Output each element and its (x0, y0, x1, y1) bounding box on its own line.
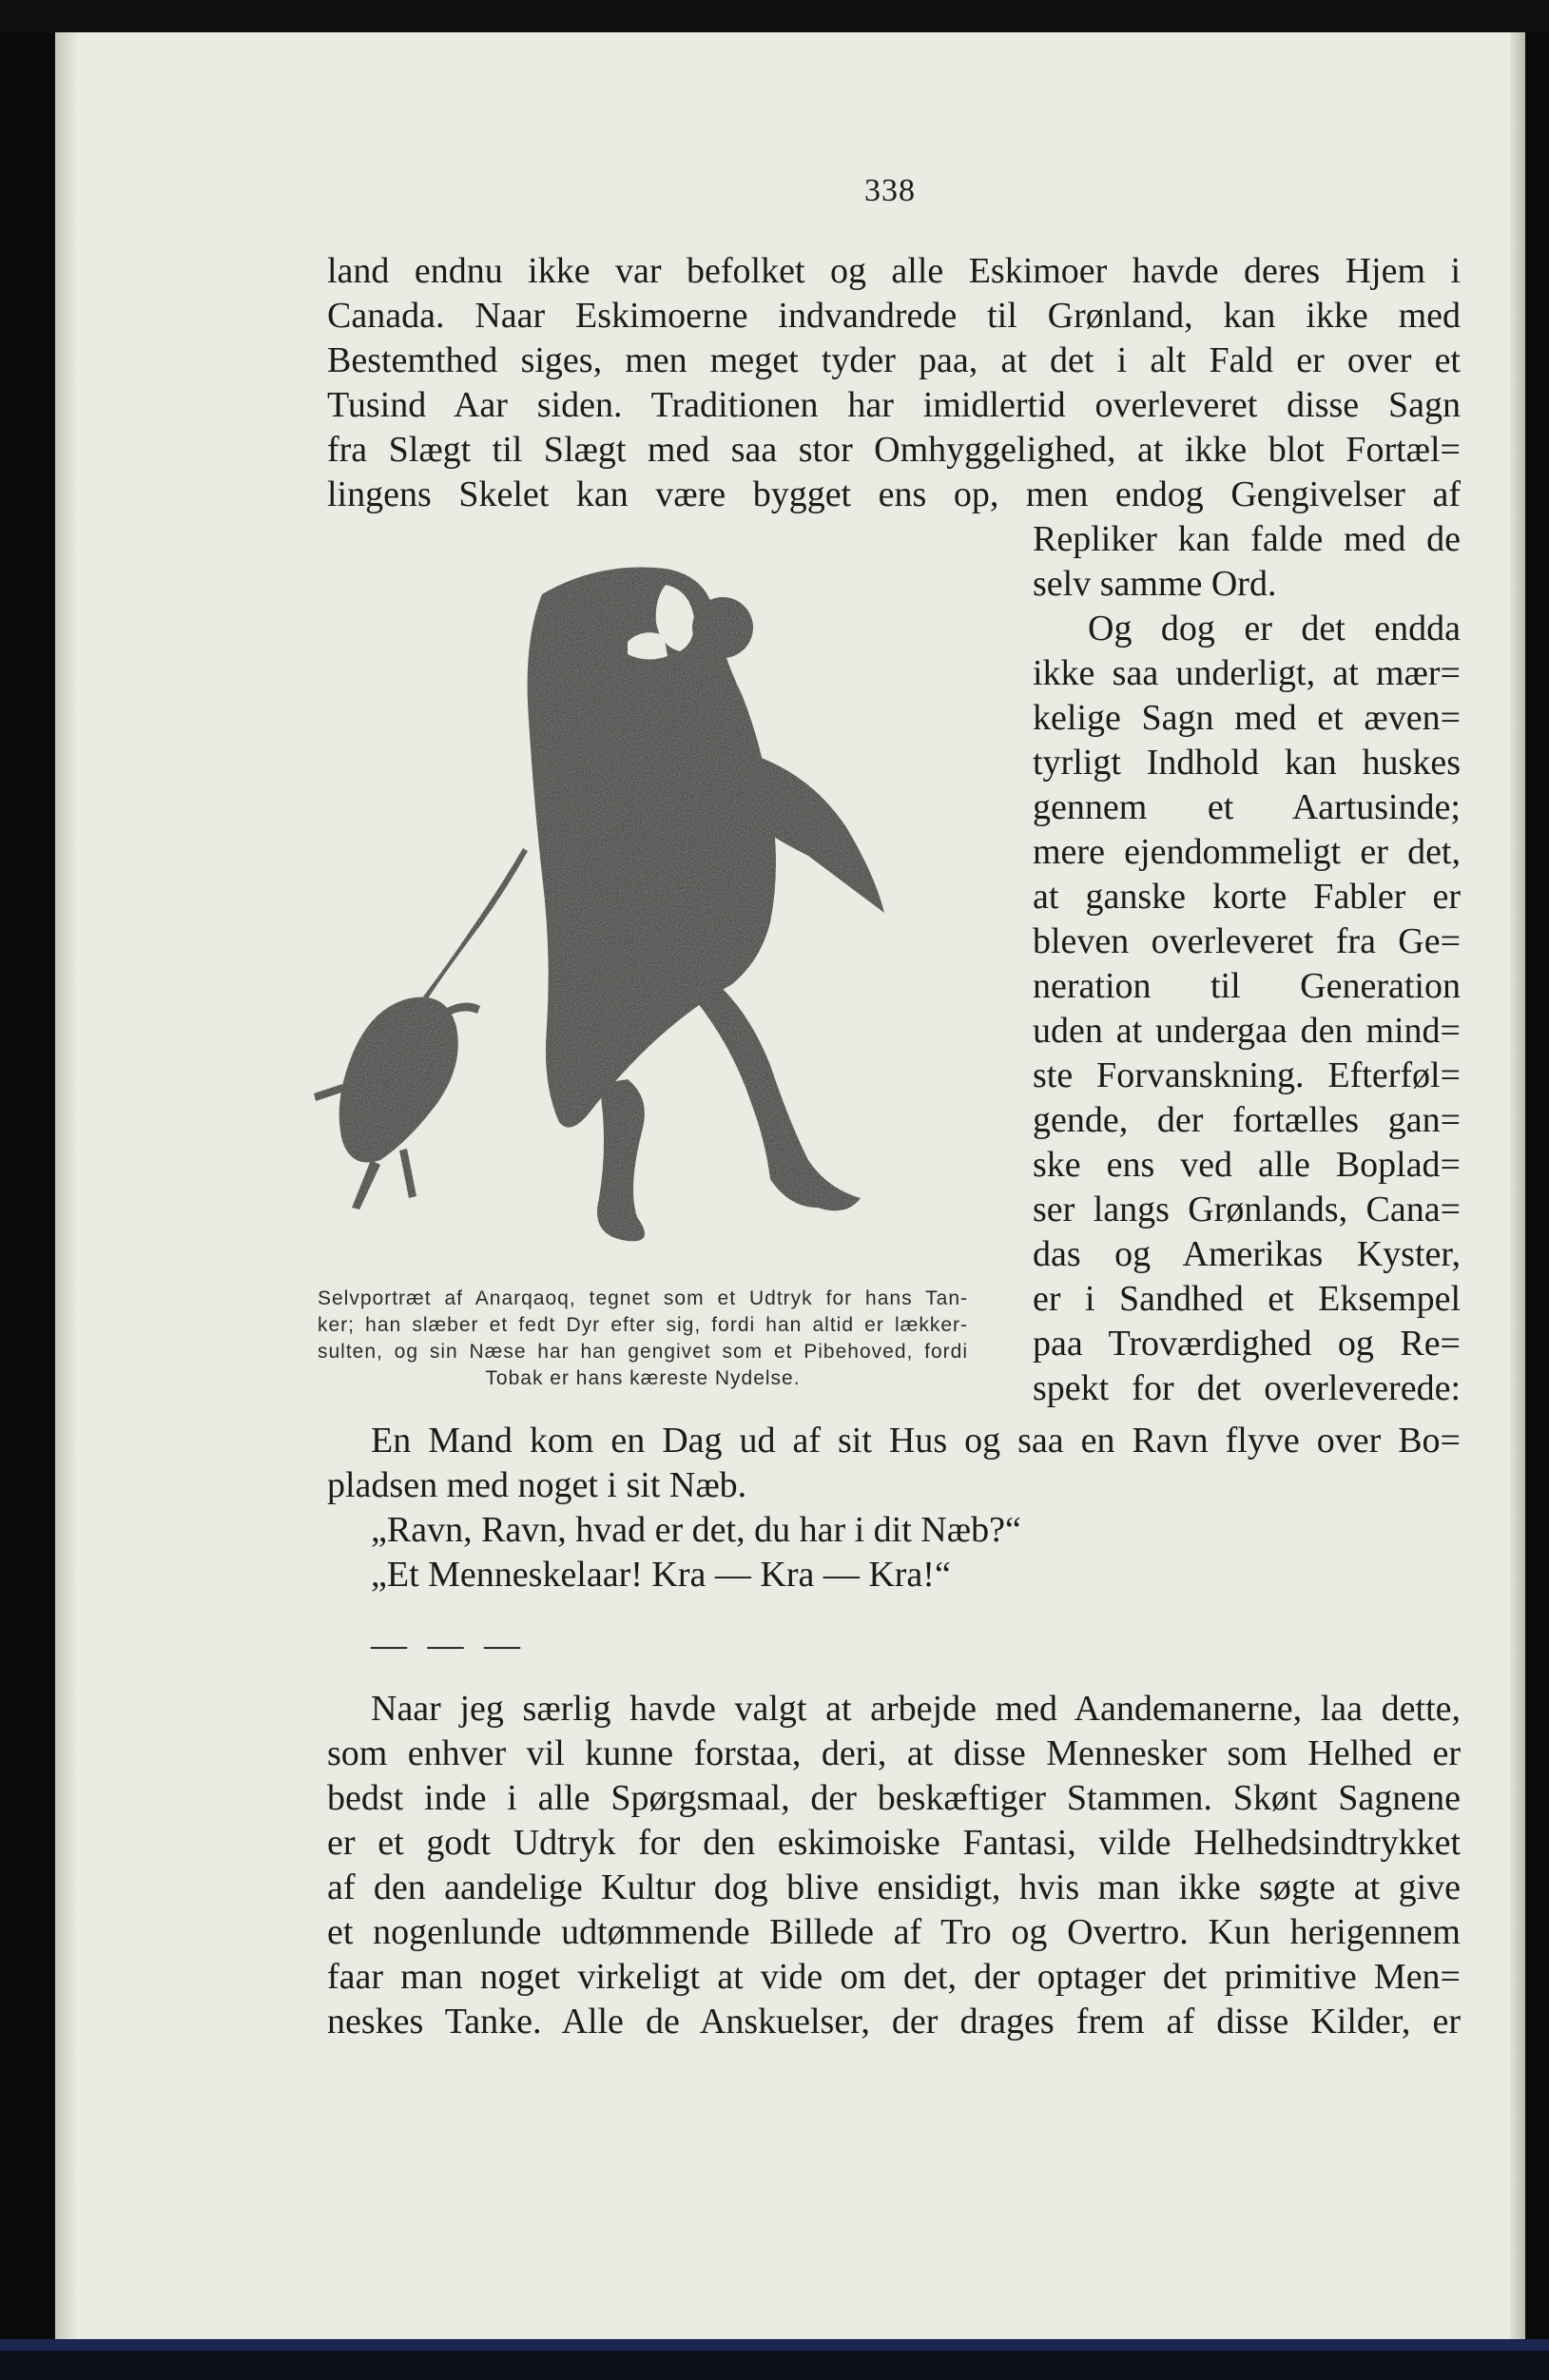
figure-caption-line: sulten, og sin Næse har han gengivet som et Pibehoved, fordi (318, 1341, 968, 1363)
fable-line: „Et Menneskelaar! Kra — Kra — Kra!“ (371, 1555, 951, 1595)
side-text-line: mere ejendommeligt er det, (1033, 832, 1461, 872)
side-text-line: bleven overleveret fra Ge= (1033, 921, 1461, 961)
text-line: er et godt Udtryk for den eskimoiske Fantasi, vilde Helhedsindtrykket (327, 1823, 1461, 1863)
figure-caption-line: Tobak er hans kæreste Nydelse. (485, 1367, 801, 1389)
text-line: fra Slægt til Slægt med saa stor Omhyggelighed, at ikke blot Fortæl= (327, 430, 1461, 470)
side-text-line: Repliker kan falde med de (1033, 519, 1461, 559)
section-separator: — — — (371, 1625, 526, 1665)
side-text-line: er i Sandhed et Eksempel (1033, 1279, 1461, 1319)
side-text-line: gennem et Aartusinde; (1033, 787, 1461, 827)
text-line: Canada. Naar Eskimoerne indvandrede til Grønland, kan ikke med (327, 296, 1461, 336)
scan-frame-band (0, 2339, 1549, 2351)
page-number: 338 (864, 173, 916, 208)
text-line: land endnu ikke var befolket og alle Eskimoer havde deres Hjem i (327, 251, 1461, 291)
text-line: Tusind Aar siden. Traditionen har imidlertid overleveret disse Sagn (327, 385, 1461, 425)
text-line: Naar jeg særlig havde valgt at arbejde med Aandemanerne, laa dette, (371, 1689, 1461, 1729)
side-text-line: das og Amerikas Kyster, (1033, 1234, 1461, 1274)
side-text-line: ste Forvanskning. Efterføl= (1033, 1055, 1461, 1095)
side-text-line: at ganske korte Fabler er (1033, 877, 1461, 917)
text-line: neskes Tanke. Alle de Anskuelser, der drages frem af disse Kilder, er (327, 2002, 1461, 2041)
text-line: lingens Skelet kan være bygget ens op, men endog Gengivelser af (327, 474, 1461, 514)
text-line: bedst inde i alle Spørgsmaal, der beskæftiger Stammen. Skønt Sagnene (327, 1778, 1461, 1818)
side-text-line: kelige Sagn med et æven= (1033, 698, 1461, 738)
fable-line: En Mand kom en Dag ud af sit Hus og saa en Ravn flyve over Bo= (371, 1421, 1461, 1461)
text-line: et nogenlunde udtømmende Billede af Tro og Overtro. Kun herigennem (327, 1912, 1461, 1952)
self-portrait-drawing (314, 551, 989, 1274)
side-text-line: uden at undergaa den mind= (1033, 1011, 1461, 1051)
side-text-line: neration til Generation (1033, 966, 1461, 1006)
figure-caption-line: Selvportræt af Anarqaoq, tegnet som et Udtryk for hans Tan- (318, 1287, 968, 1309)
text-line: faar man noget virkeligt at vide om det, der optager det primitive Men= (327, 1957, 1461, 1997)
side-text-line: spekt for det overleverede: (1033, 1368, 1461, 1408)
side-text-line: ser langs Grønlands, Cana= (1033, 1190, 1461, 1229)
side-text-line: ikke saa underligt, at mær= (1033, 653, 1461, 693)
text-line: af den aandelige Kultur dog blive ensidigt, hvis man ikke søgte at give (327, 1867, 1461, 1907)
side-text-line: gende, der fortælles gan= (1033, 1100, 1461, 1140)
scan-frame-top (0, 0, 1549, 32)
text-line: som enhver vil kunne forstaa, deri, at disse Mennesker som Helhed er (327, 1733, 1461, 1773)
side-text-line: Og dog er det endda (1088, 609, 1461, 648)
side-text-line: tyrligt Indhold kan huskes (1033, 743, 1461, 783)
side-text-line: paa Troværdighed og Re= (1033, 1324, 1461, 1364)
text-line: Bestemthed siges, men meget tyder paa, at det i alt Fald er over et (327, 340, 1461, 380)
fable-line: „Ravn, Ravn, hvad er det, du har i dit Næb?“ (371, 1510, 1021, 1550)
side-text-line: ske ens ved alle Boplad= (1033, 1145, 1461, 1185)
fable-line: pladsen med noget i sit Næb. (327, 1465, 747, 1505)
side-text-line: selv samme Ord. (1033, 564, 1277, 604)
figure-caption-line: ker; han slæber et fedt Dyr efter sig, fordi han altid er lækker- (318, 1314, 968, 1336)
page-spine-shadow (55, 32, 76, 2339)
page-edge-shadow (1510, 32, 1525, 2339)
